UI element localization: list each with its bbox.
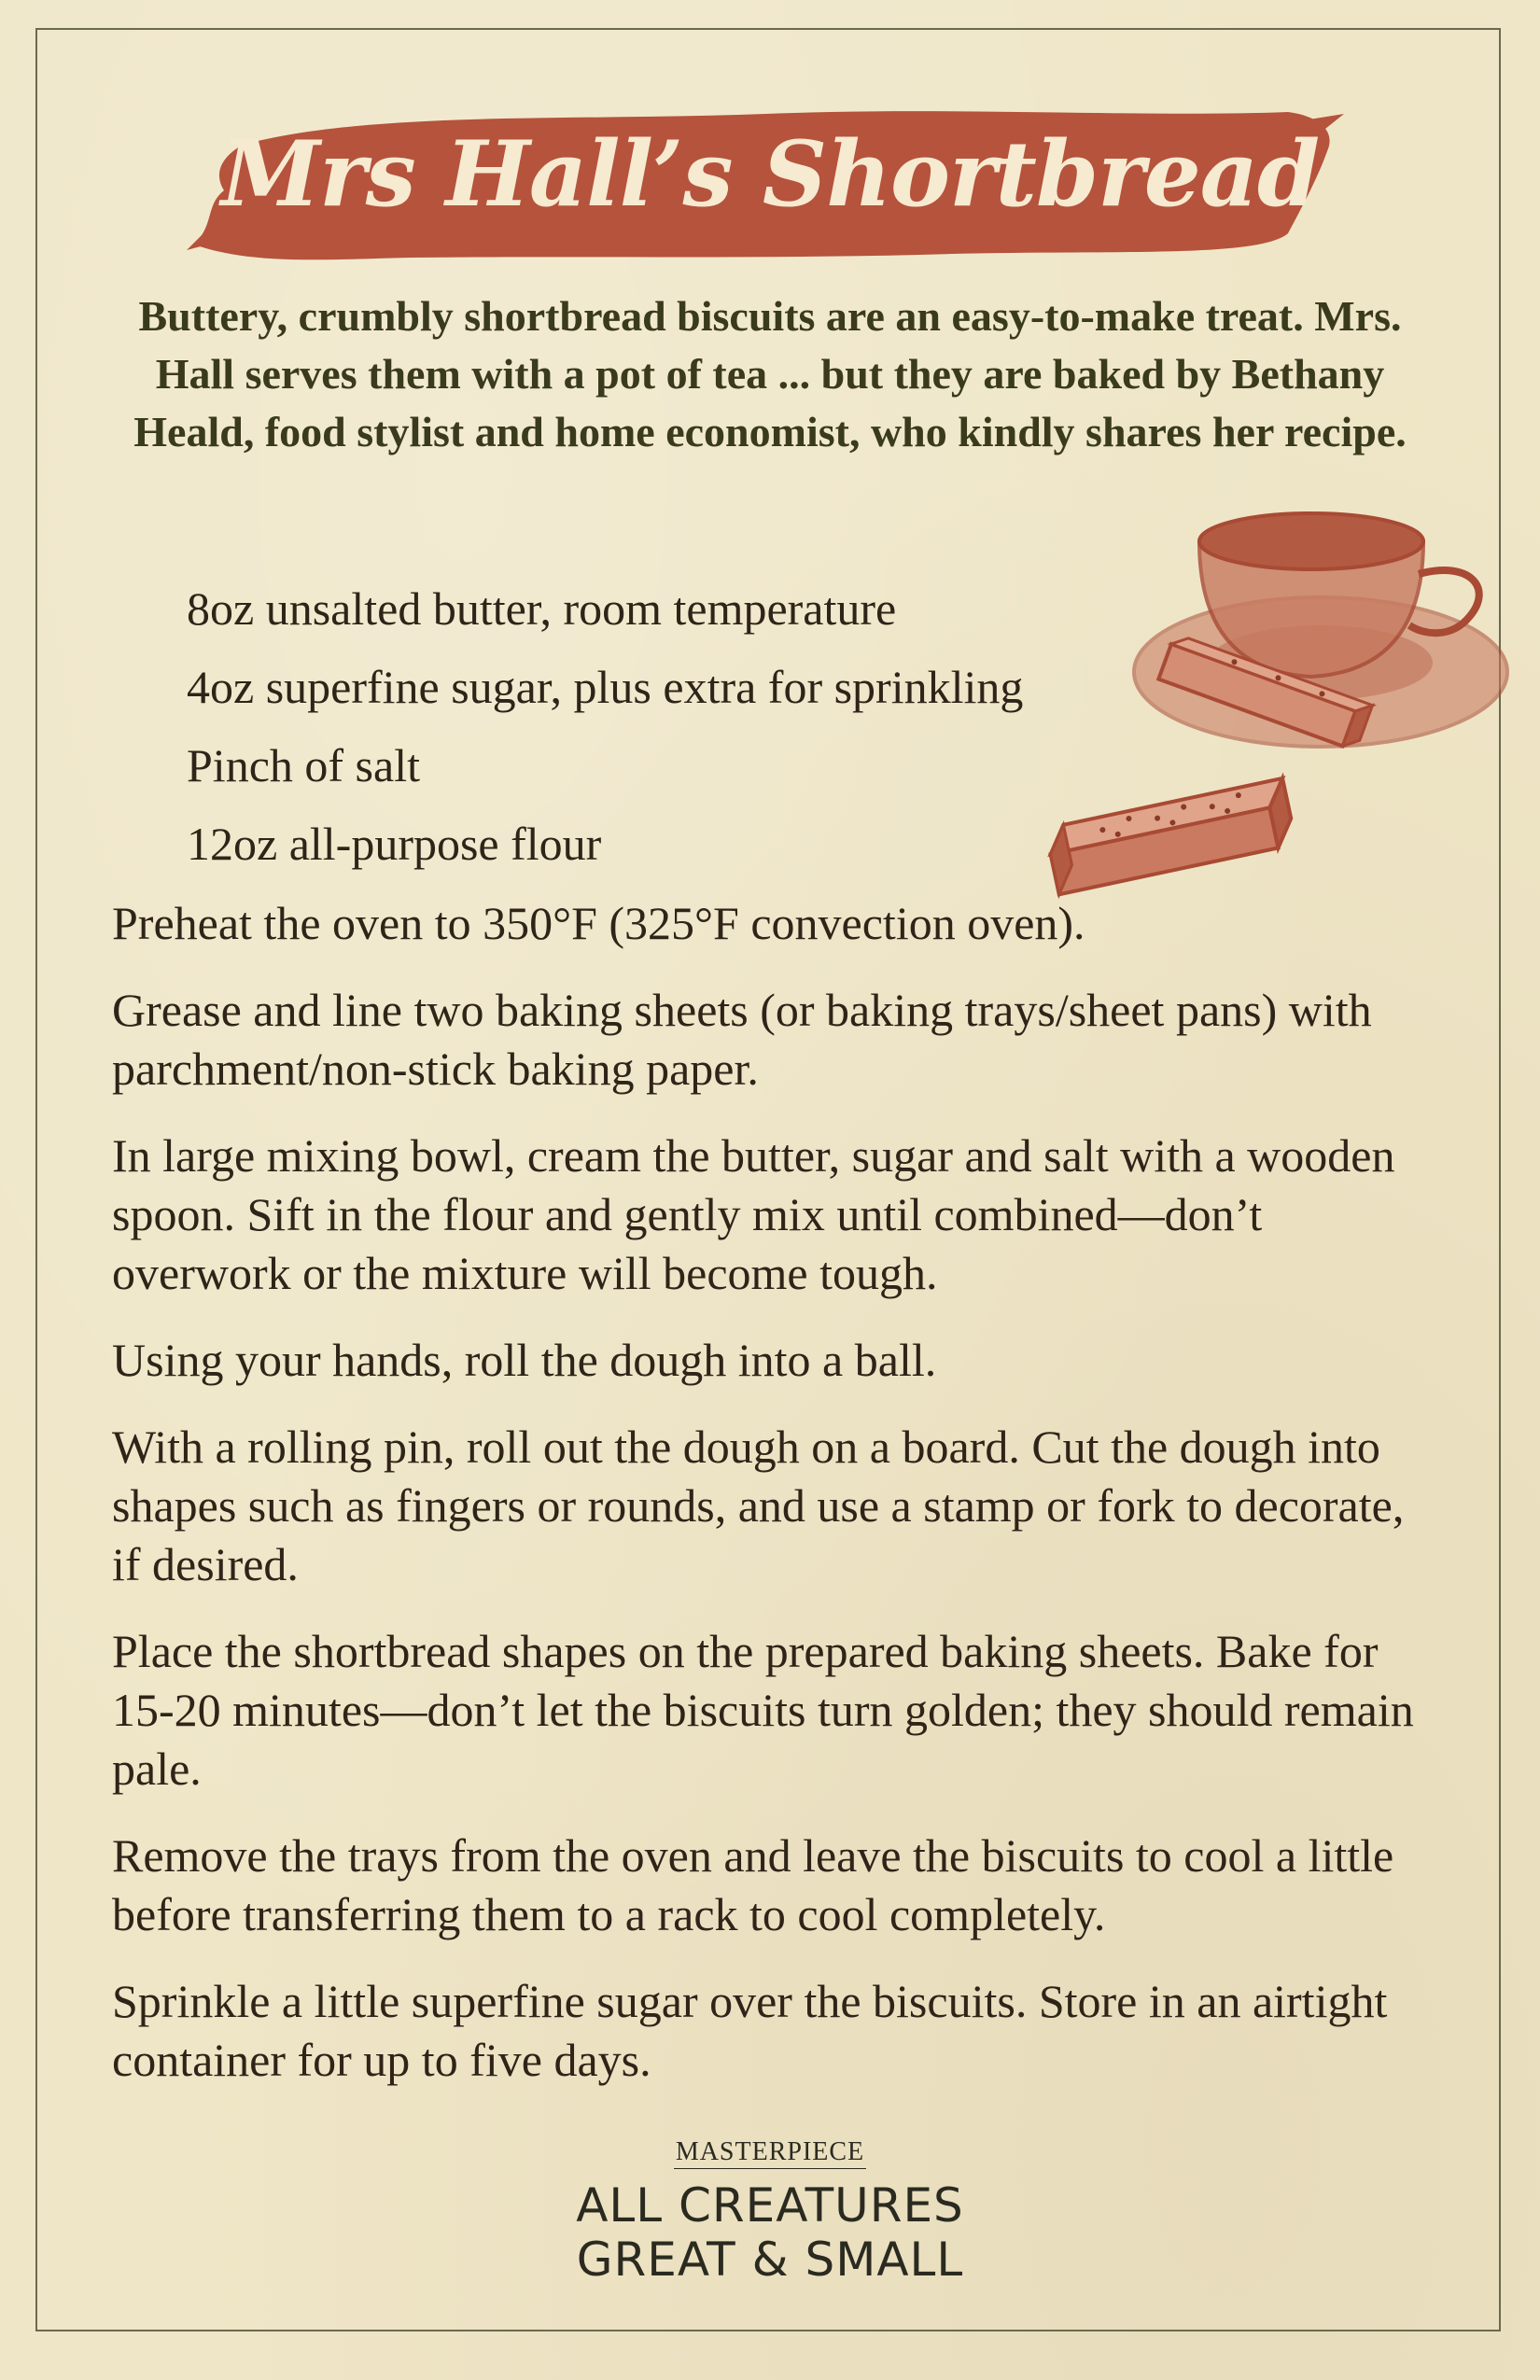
show-logo [0, 2137, 1540, 2287]
recipe-intro: Buttery, crumbly shortbread biscuits are an easy-to-make treat. Mrs. Hall serves them with a pot of tea ... but they are baked by Bethany Heald, food stylist and home economist, who kindly shares her recipe. [133, 292, 1407, 455]
method-steps [112, 894, 1437, 2118]
ingredient-item: 12oz all-purpose flour [187, 818, 602, 870]
method-step: Using your hands, roll the dough into a ball. [112, 1334, 937, 1386]
recipe-title: Mrs Hall’s Shortbread [220, 121, 1320, 227]
method-step: Preheat the oven to 350°F (325°F convection oven). [112, 897, 1085, 949]
ingredient-list [187, 569, 1120, 883]
method-step: Sprinkle a little superfine sugar over the biscuits. Store in an airtight container for up to five days. [112, 1975, 1388, 2086]
method-step: With a rolling pin, roll out the dough on a board. Cut the dough into shapes such as fingers or rounds, and use a stamp or fork to decorate, if desired. [112, 1421, 1405, 1590]
logo-line-2: GREAT & SMALL [576, 2233, 964, 2287]
teacup-with-shortbread-illustration [1125, 485, 1517, 765]
method-step: Grease and line two baking sheets (or baking trays/sheet pans) with parchment/non-stick baking paper. [112, 984, 1372, 1095]
masterpiece-wordmark: MASTERPIECE [674, 2137, 866, 2169]
method-step: Remove the trays from the oven and leave the biscuits to cool a little before transferring them to a rack to cool completely. [112, 1829, 1394, 1940]
shortbread-finger-illustration [1027, 765, 1297, 915]
method-step: In large mixing bowl, cream the butter, sugar and salt with a wooden spoon. Sift in the flour and gently mix until combined—don’t overwork or the mixture will become tough. [112, 1129, 1395, 1299]
title-banner [187, 93, 1353, 280]
method-step: Place the shortbread shapes on the prepared baking sheets. Bake for 15-20 minutes—don’t let the biscuits turn golden; they should remain pale. [112, 1625, 1414, 1795]
logo-line-1: ALL CREATURES [576, 2178, 964, 2233]
ingredient-item: 8oz unsalted butter, room temperature [187, 582, 897, 635]
ingredient-item: Pinch of salt [187, 739, 420, 791]
ingredient-item: 4oz superfine sugar, plus extra for sprinkling [187, 661, 1024, 713]
